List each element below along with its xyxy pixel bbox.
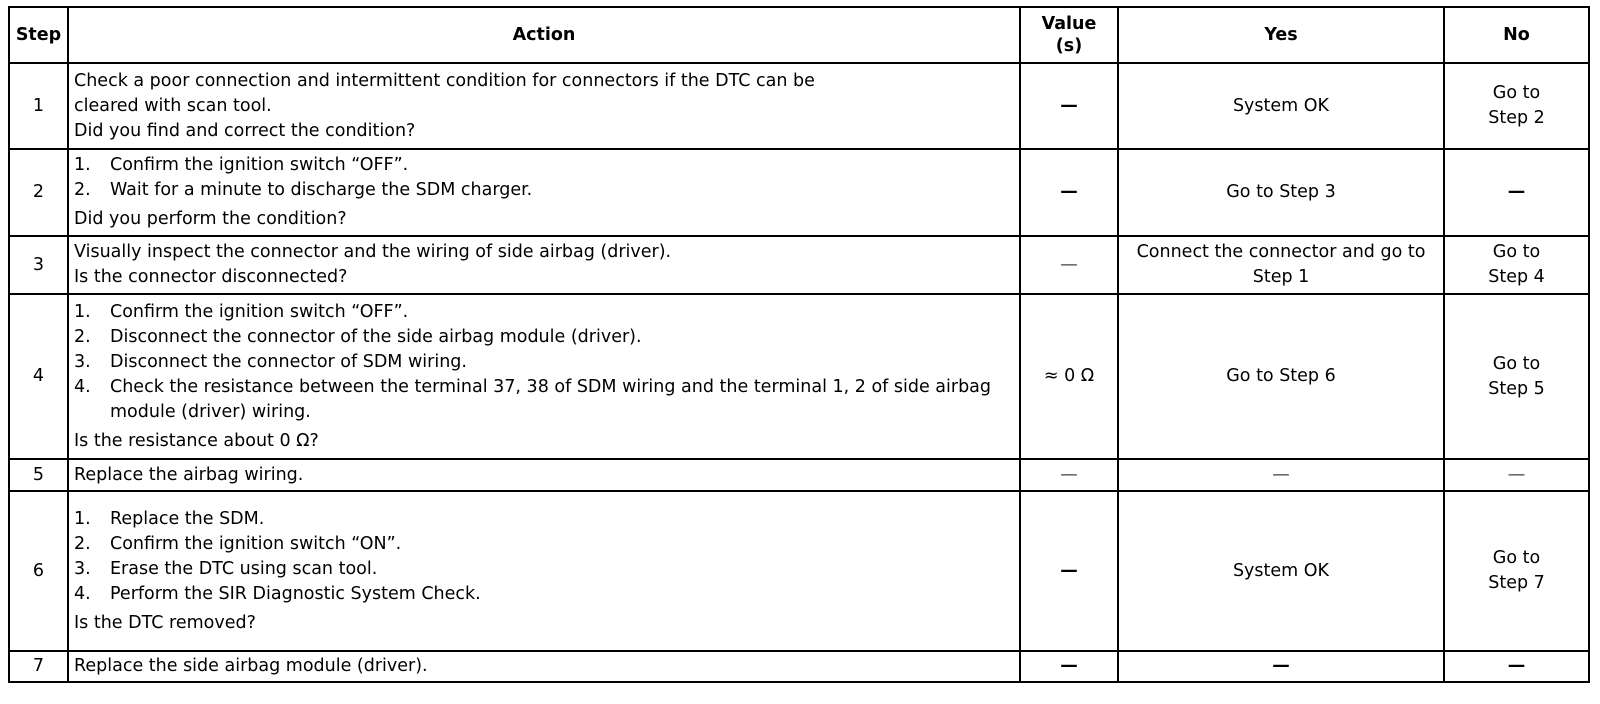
value-cell: ≈ 0 Ω xyxy=(1020,294,1118,459)
action-cell xyxy=(68,63,1020,149)
no-cell xyxy=(1444,294,1589,459)
no-text: Go to Step 4 xyxy=(1488,242,1545,287)
header-step: Step xyxy=(9,7,68,63)
table-row xyxy=(9,236,1589,294)
action-line: Check a poor connection and intermittent condition for connectors if the DTC can be xyxy=(74,70,815,91)
action-line: Visually inspect the connector and the wiring of side airbag (driver). xyxy=(74,242,672,262)
yes-cell: System OK xyxy=(1118,491,1444,651)
action-step-item: 4. Perform the SIR Diagnostic System Check. xyxy=(74,583,481,604)
yes-cell: Go to Step 6 xyxy=(1118,294,1444,459)
action-steps-list xyxy=(74,300,1013,425)
table-row xyxy=(9,651,1589,682)
no-text: Go to Step 7 xyxy=(1488,548,1545,593)
step-number: 1 xyxy=(9,63,68,149)
no-cell: — xyxy=(1444,651,1589,682)
action-cell xyxy=(68,294,1020,459)
action-cell xyxy=(68,149,1020,236)
yes-cell: System OK xyxy=(1118,63,1444,149)
action-step-item: 2. Disconnect the connector of the side airbag module (driver). xyxy=(74,326,642,347)
action-question: Is the connector disconnected? xyxy=(74,267,348,287)
table-row xyxy=(9,459,1589,491)
action-step-item: 2. Confirm the ignition switch “ON”. xyxy=(74,533,402,554)
yes-text: Connect the connector and go to Step 1 xyxy=(1136,242,1426,287)
action-steps-list xyxy=(74,153,1013,203)
action-question: Did you perform the condition? xyxy=(74,209,347,229)
yes-cell: — xyxy=(1118,459,1444,491)
action-line: Replace the airbag wiring. xyxy=(74,464,304,485)
table-row xyxy=(9,63,1589,149)
action-cell xyxy=(68,651,1020,682)
action-cell xyxy=(68,236,1020,294)
table-row xyxy=(9,149,1589,236)
action-step-item: 1. Replace the SDM. xyxy=(74,508,265,529)
value-cell: — xyxy=(1020,63,1118,149)
action-question: Is the DTC removed? xyxy=(74,612,256,633)
step-number: 4 xyxy=(9,294,68,459)
step-number: 2 xyxy=(9,149,68,236)
no-cell: — xyxy=(1444,459,1589,491)
action-cell xyxy=(68,491,1020,651)
value-cell: — xyxy=(1020,491,1118,651)
no-cell xyxy=(1444,491,1589,651)
action-step-item: 3. Disconnect the connector of SDM wiring. xyxy=(74,351,467,372)
yes-cell: — xyxy=(1118,651,1444,682)
step-number: 3 xyxy=(9,236,68,294)
header-yes: Yes xyxy=(1118,7,1444,63)
action-step-item: 3. Erase the DTC using scan tool. xyxy=(74,558,378,579)
no-cell: — xyxy=(1444,149,1589,236)
action-step-item: 1. Confirm the ignition switch “OFF”. xyxy=(74,301,409,322)
value-cell: — xyxy=(1020,459,1118,491)
action-step-item: 4. Check the resistance between the terminal 37, 38 of SDM wiring and the terminal 1, 2 of side airbag module (driver) wiring. xyxy=(74,376,992,422)
action-line: cleared with scan tool. xyxy=(74,95,272,116)
action-line: Replace the side airbag module (driver). xyxy=(74,656,428,676)
value-cell: — xyxy=(1020,651,1118,682)
header-row xyxy=(9,7,1589,63)
no-cell xyxy=(1444,236,1589,294)
yes-cell xyxy=(1118,236,1444,294)
step-number: 6 xyxy=(9,491,68,651)
table-row xyxy=(9,491,1589,651)
header-action: Action xyxy=(68,7,1020,63)
value-cell: — xyxy=(1020,236,1118,294)
no-cell xyxy=(1444,63,1589,149)
step-number: 7 xyxy=(9,651,68,682)
action-step-item: 1. Confirm the ignition switch “OFF”. xyxy=(74,155,409,175)
no-text: Go to Step 5 xyxy=(1488,353,1545,399)
action-steps-list xyxy=(74,507,1013,607)
step-number: 5 xyxy=(9,459,68,491)
diagnostic-table-container xyxy=(8,6,1588,683)
yes-cell: Go to Step 3 xyxy=(1118,149,1444,236)
action-question: Is the resistance about 0 Ω? xyxy=(74,430,319,451)
diagnostic-table xyxy=(8,6,1590,683)
no-text: Go to Step 2 xyxy=(1488,83,1545,128)
action-question: Did you find and correct the condition? xyxy=(74,120,416,141)
value-cell: — xyxy=(1020,149,1118,236)
header-value-label: Value (s) xyxy=(1041,14,1097,56)
action-step-item: 2. Wait for a minute to discharge the SDM charger. xyxy=(74,180,533,200)
header-value xyxy=(1020,7,1118,63)
header-no: No xyxy=(1444,7,1589,63)
table-row xyxy=(9,294,1589,459)
action-cell xyxy=(68,459,1020,491)
